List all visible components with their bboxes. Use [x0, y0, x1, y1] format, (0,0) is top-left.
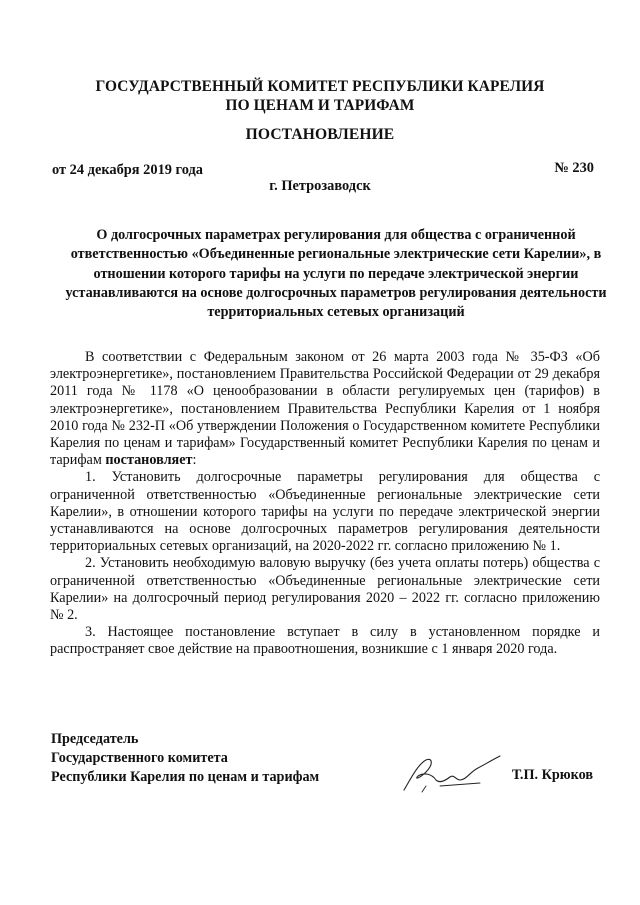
document-type: ПОСТАНОВЛЕНИЕ: [245, 126, 395, 143]
header-line1: ГОСУДАРСТВЕННЫЙ КОМИТЕТ РЕСПУБЛИКИ КАРЕЛИЯ: [95, 78, 545, 95]
header-line2: ПО ЦЕНАМ И ТАРИФАМ: [225, 97, 415, 114]
document-title: О долгосрочных параметрах регулирования для общества с ограниченной ответственностью «Объединенные региональные электрические сети Карелии», в отношении которого тарифы на услуги по передаче электрической энергии устанавливаются на основе долгосрочных параметров регулирования деятельности территориальных сетевых организаций: [65, 227, 607, 321]
preamble-text: В соответствии с Федеральным законом от 26 марта 2003 года № 35-ФЗ «Об электроэнергетике», постановлением Правительства Российской Федерации от 29 декабря 2011 года № 1178 «О ценообразовании в области регулируемых цен (тарифов) в электроэнергетике», постановлением Правительства Республики Карелия от 1 ноября 2010 года № 232-П «Об утверждении Положения о Государственном комитете Республики Карелия по ценам и тарифам» Государственный комитет Республики Карелия по ценам и тарифам: [50, 349, 600, 469]
signatory-line3: Республики Карелия по ценам и тарифам: [51, 769, 320, 785]
handwritten-signature: [396, 750, 506, 798]
document-date: от 24 декабря 2019 года: [52, 162, 203, 178]
signatory-line1: Председатель: [51, 731, 139, 747]
preamble-paragraph: [50, 349, 600, 469]
signatory-line2: Государственного комитета: [51, 750, 228, 766]
signatory-name: Т.П. Крюков: [511, 767, 593, 783]
document-number: № 230: [554, 160, 594, 176]
item-2: 2. Установить необходимую валовую выручку (без учета оплаты потерь) общества с ограниченной ответственностью «Объединенные региональные электрические сети Карелии» на долгосрочный период регулирования 2020 – 2022 гг. согласно приложению № 2.: [50, 555, 600, 624]
document-city: г. Петрозаводск: [269, 178, 371, 194]
item-1: 1. Установить долгосрочные параметры регулирования для общества с ограниченной ответственностью «Объединенные региональные электрические сети Карелии», в отношении которого тарифы на услуги по передаче электрической энергии устанавливаются на основе долгосрочных параметров регулирования деятельности территориальных сетевых организаций, на 2020-2022 гг. согласно приложению № 1.: [50, 469, 600, 555]
resolves-colon: :: [192, 452, 197, 469]
resolves-word: постановляет: [105, 452, 193, 469]
document-body: [50, 349, 600, 659]
signatory-position: [51, 730, 319, 787]
item-3: 3. Настоящее постановление вступает в силу в установленном порядке и распространяет свое действие на правоотношения, возникшие с 1 января 2020 года.: [50, 624, 600, 658]
